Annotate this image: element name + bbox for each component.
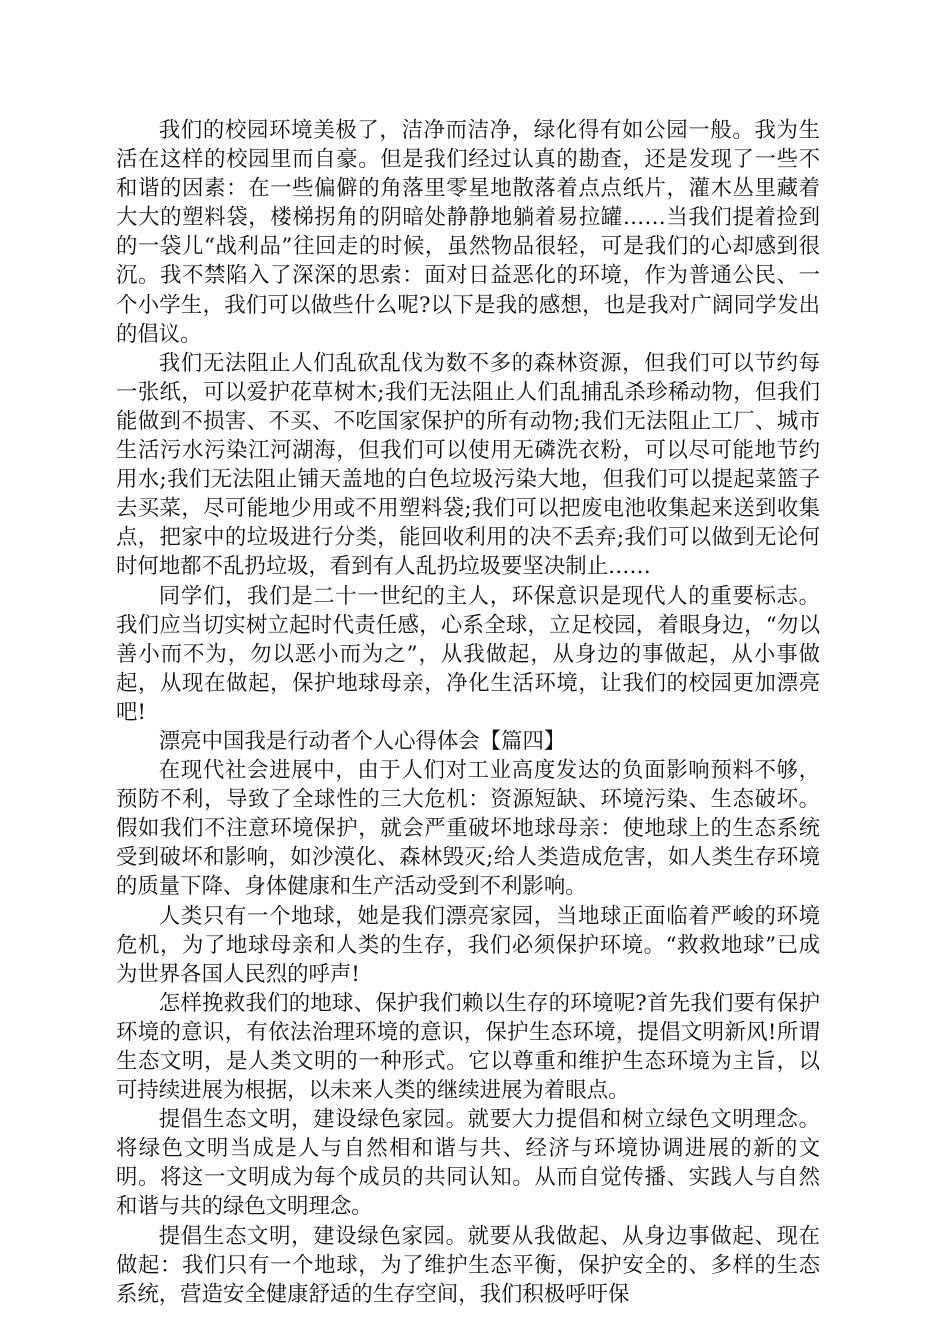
paragraph-green-concept: 提倡生态文明，建设绿色家园。就要大力提倡和树立绿色文明理念。将绿色文明当成是人与自然相和谐与共、经济与环境协调进展的新的文明。将这一文明成为每个成员的共同认知。从而自觉传播、实践人与自然和谐与共的绿色文明理念。 [116, 1107, 820, 1220]
paragraph-three-crises: 在现代社会进展中，由于人们对工业高度发达的负面影响预料不够，预防不利，导致了全球性的三大危机：资源短缺、环境污染、生态破坏。假如我们不注意环境保护，就会严重破坏地球母亲：使地球上的生态系统受到破坏和影响，如沙漠化、森林毁灭;给人类造成危害，如人类生存环境的质量下降、身体健康和生产活动受到不利影响。 [116, 758, 820, 900]
paragraph-start-with-me: 提倡生态文明，建设绿色家园。就要从我做起、从身边事做起、现在做起：我们只有一个地球，为了维护生态平衡，保护安全的、多样的生态系统，营造安全健康舒适的生存空间，我们积极呼吁保 [116, 1223, 820, 1307]
paragraph-campus-environment: 我们的校园环境美极了，洁净而洁净，绿化得有如公园一般。我为生活在这样的校园里而自豪。但是我们经过认真的勘查，还是发现了一些不和谐的因素：在一些偏僻的角落里零星地散落着点点纸片，灌木丛里藏着大大的塑料袋，楼梯拐角的阴暗处静静地躺着易拉罐……当我们提着捡到的一袋儿“战利品”往回走的时候，虽然物品很轻，可是我们的心却感到很沉。我不禁陷入了深深的思索：面对日益恶化的环境，作为普通公民、一个小学生，我们可以做些什么呢?以下是我的感想，也是我对广阔同学发出的倡议。 [116, 118, 820, 347]
document-page [116, 116, 820, 1309]
paragraph-call-to-classmates: 同学们，我们是二十一世纪的主人，环保意识是现代人的重要标志。我们应当切实树立起时代责任感，心系全球，立足校园，着眼身边，“勿以善小而不为，勿以恶小而为之”，从我做起，从身边的事做起，从小事做起，从现在做起，保护地球母亲，净化生活环境，让我们的校园更加漂亮吧! [116, 583, 820, 725]
paragraph-what-we-can-do: 我们无法阻止人们乱砍乱伐为数不多的森林资源，但我们可以节约每一张纸，可以爱护花草树木;我们无法阻止人们乱捕乱杀珍稀动物，但我们能做到不损害、不买、不吃国家保护的所有动物;我们无法阻止工厂、城市生活污水污染江河湖海，但我们可以使用无磷洗衣粉，可以尽可能地节约用水;我们无法阻止铺天盖地的白色垃圾污染大地，但我们可以提起菜篮子去买菜，尽可能地少用或不用塑料袋;我们可以把废电池收集起来送到收集点，把家中的垃圾进行分类，能回收利用的决不丢弃;我们可以做到无论何时何地都不乱扔垃圾，看到有人乱扔垃圾要坚决制止…… [116, 350, 820, 580]
paragraph-ecological-civilization: 怎样挽救我们的地球、保护我们赖以生存的环境呢?首先我们要有保护环境的意识，有依法治理环境的意识，保护生态环境，提倡文明新风!所谓生态文明，是人类文明的一种形式。它以尊重和维护生态环境为主旨，以可持续进展为根据，以未来人类的继续进展为着眼点。 [116, 990, 820, 1104]
section-heading: 漂亮中国我是行动者个人心得体会【篇四】 [158, 728, 566, 754]
paragraph-one-earth: 人类只有一个地球，她是我们漂亮家园，当地球正面临着严峻的环境危机，为了地球母亲和人类的生存，我们必须保护环境。“救救地球”已成为世界各国人民烈的呼声! [116, 903, 820, 987]
